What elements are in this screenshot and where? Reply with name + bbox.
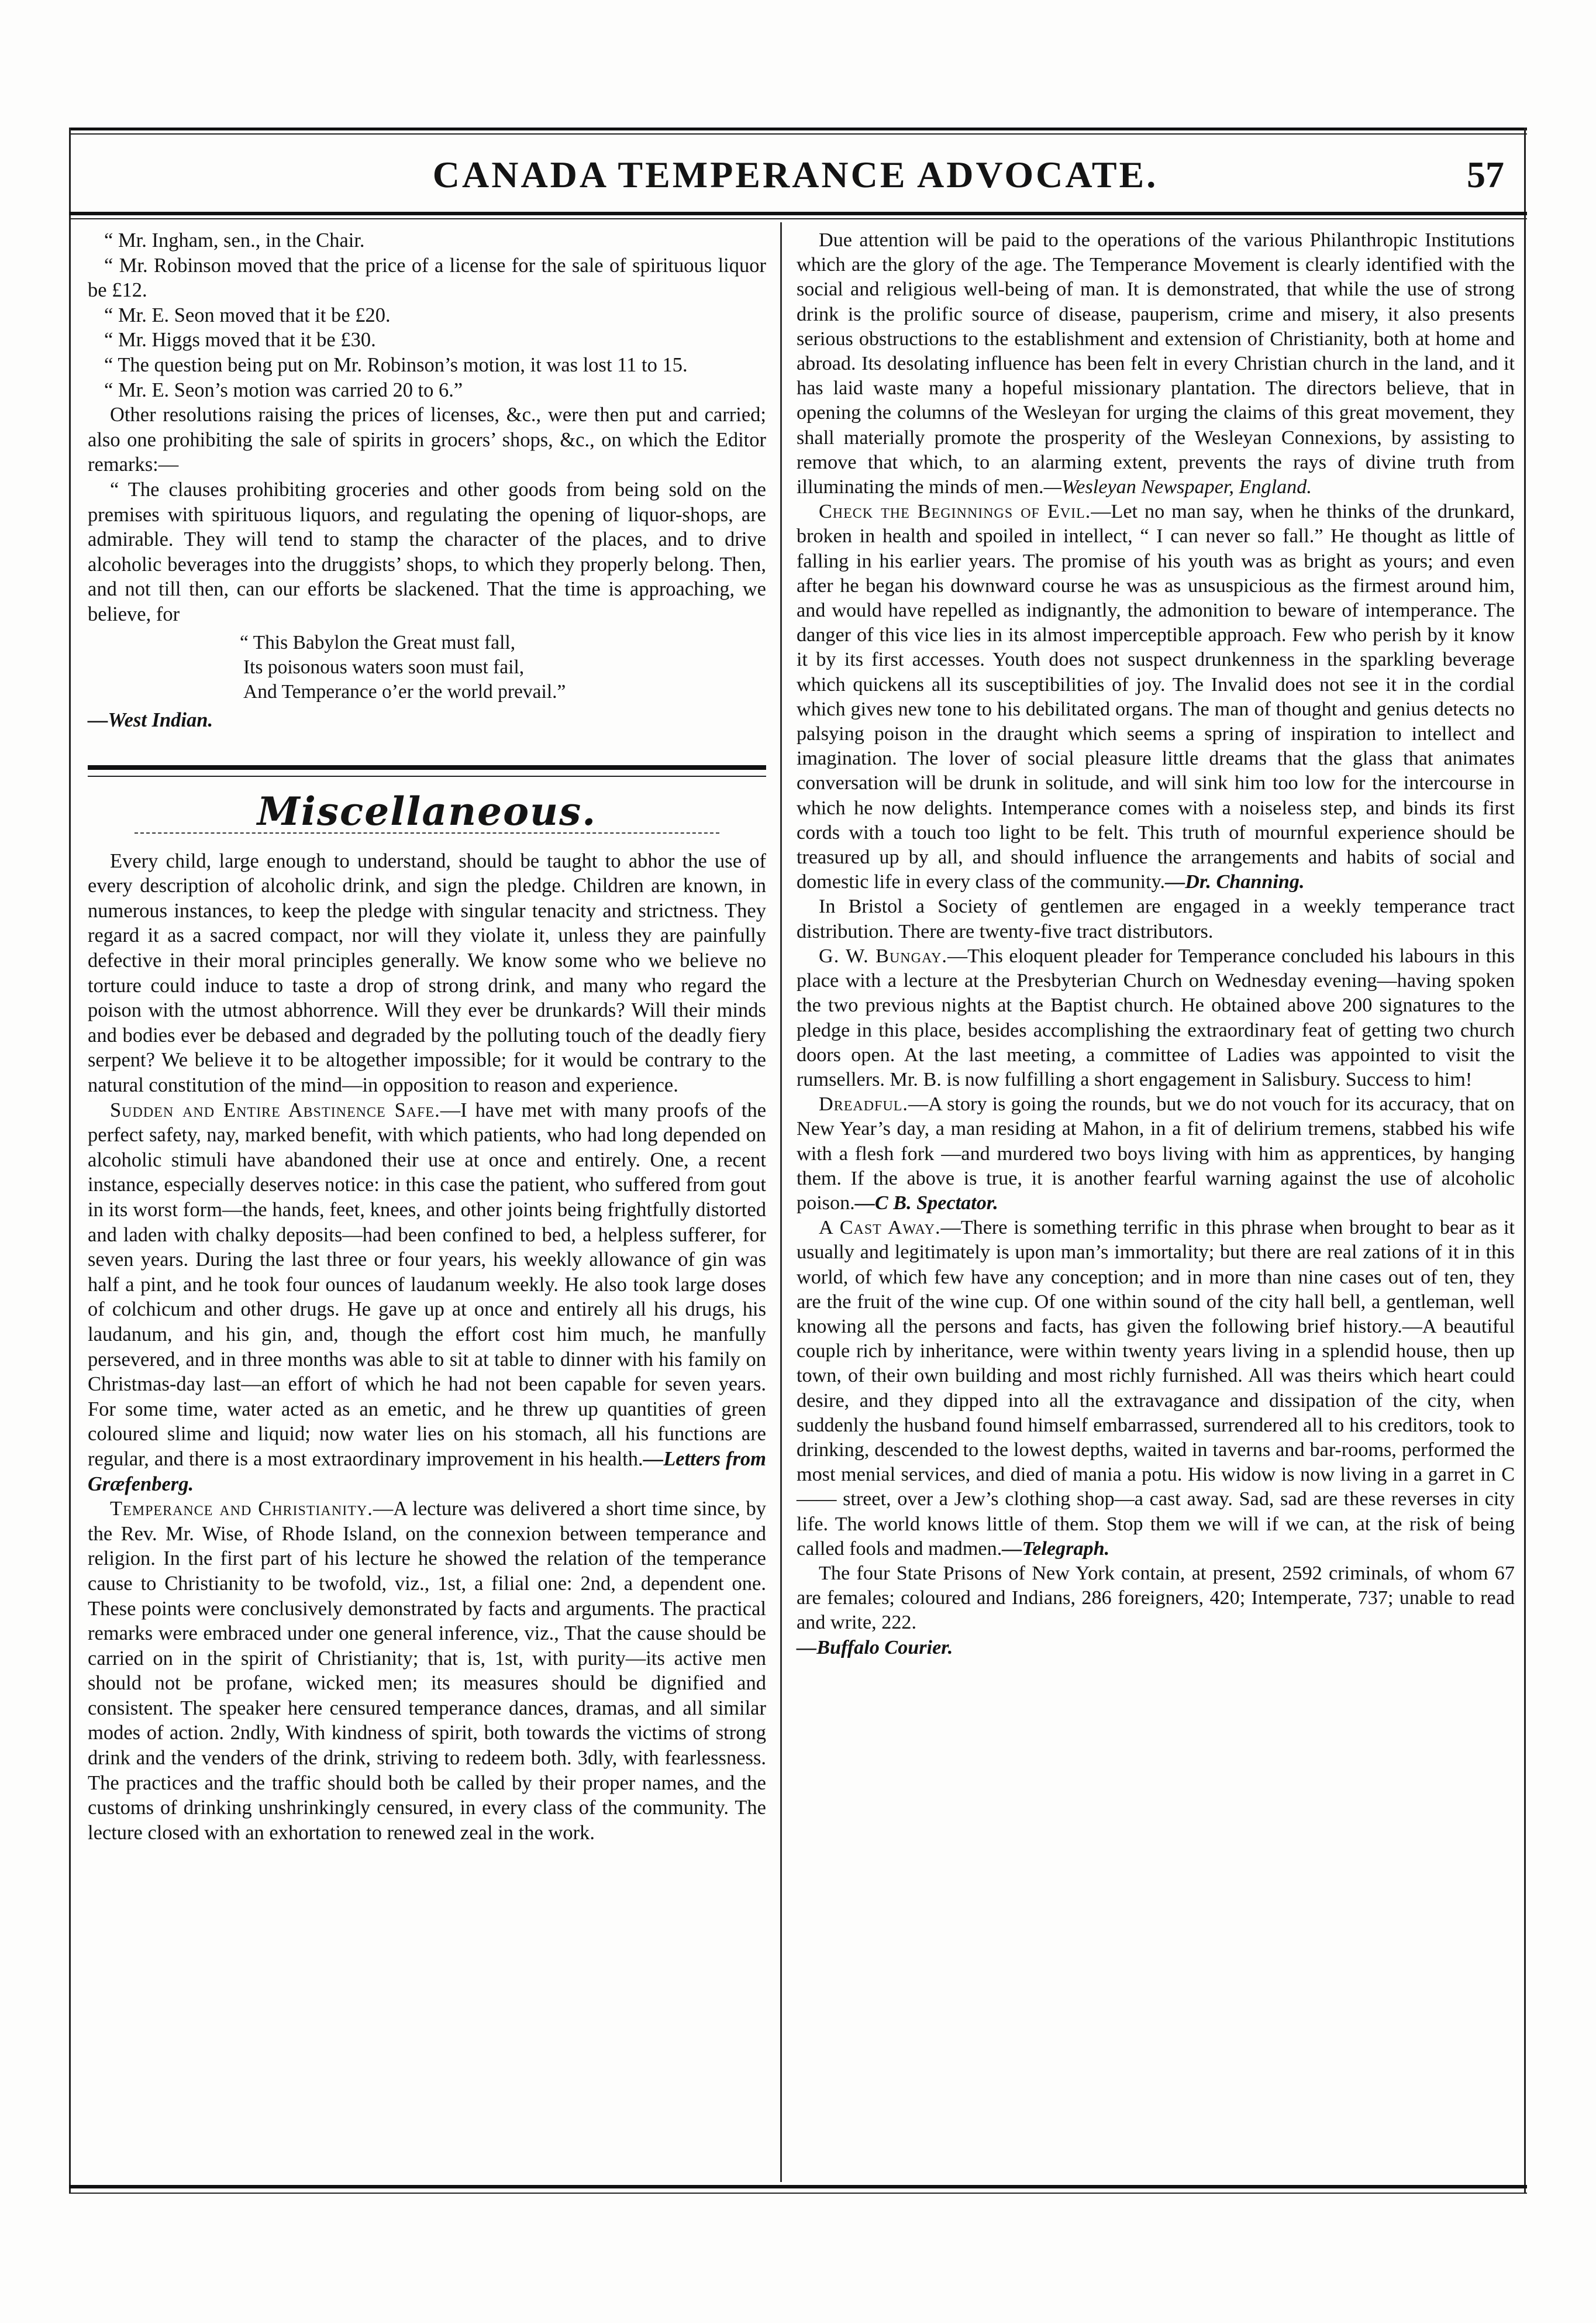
left-border-rule <box>69 128 71 2194</box>
header-rule-thin <box>69 218 1527 219</box>
left-column <box>88 228 766 1845</box>
bristol-paragraph: In Bristol a Society of gentlemen are engaged in a weekly temperance tract distribution. There are twenty-five tract distributors. <box>797 896 1515 942</box>
sudden-abstinence-paragraph <box>88 1098 766 1497</box>
article-heading: Temperance and Christianity. <box>110 1498 373 1520</box>
top-border-rule-thin <box>69 133 1527 135</box>
article-heading: Check the Beginnings of Evil. <box>819 501 1091 523</box>
meeting-line: “ Mr. Ingham, sen., in the Chair. <box>104 229 365 252</box>
every-child-paragraph: Every child, large enough to understand, should be taught to abhor the use of every description of alcoholic drink, and sign the pledge. Children are known, in numerous instances, to keep the pledge with singular tenacity and strictness. They regard it as a sacred compact, nor will they violate it, unless they are painfully defective in their moral principles generally. We know some who we believe no torture could induce to taste a drop of strong drink, and many who regard the poison with the utmost abhorrence. Will they ever be drunkards? Will their minds and bodies ever be debased and degraded by the polluting touch of the deadly fiery serpent? We believe it to be altogether impossible; for it would be contrary to the natural constitution of the mind—in opposition to reason and experience. <box>88 849 766 1097</box>
article-source: —Buffalo Courier. <box>797 1636 953 1658</box>
poem-line: Its poisonous waters soon must fail, <box>243 656 525 678</box>
meeting-line: “ Mr. Higgs moved that it be £30. <box>104 329 376 352</box>
header-rule <box>69 212 1527 215</box>
article-heading: G. W. Bungay. <box>819 945 947 967</box>
resolutions-paragraph: Other resolutions raising the prices of licenses, &c., were then put and carried; also one prohibiting the sale of spirits in grocers’ shops, &c., on which the Editor remarks:— <box>88 404 766 476</box>
right-border-rule <box>1524 128 1526 2194</box>
article-source: —Wesleyan Newspaper, England. <box>1043 476 1312 498</box>
page-number: 57 <box>1467 154 1504 195</box>
article-source: —C B. Spectator. <box>854 1192 998 1214</box>
section-title-miscellaneous: Miscellaneous. <box>257 789 597 835</box>
article-body: Due attention will be paid to the operations of the various Philanthropic Institutions which are the glory of the age. The Temperance Movement is clearly identified with the social and religious well-being of man. It is demonstrated, that while the use of strong drink is the prolific source of disease, pauperism, crime and misery, it also presents serious obstructions to the establishment and extension of Christianity, both at home and abroad. Its desolating influence has been felt in every Christian church in the land, and it has laid waste many a hopeful missionary plantation. The directors believe, that in opening the columns of the Wesleyan for urging the claims of this great movement, they shall materially promote the prosperity of the Wesleyan Connexions, by assisting to remove that which, to an alarming extent, prevents the rays of divine truth from illuminating the minds of men. <box>797 229 1515 498</box>
signature-west-indian: —West Indian. <box>88 708 213 731</box>
bungay-paragraph <box>797 944 1515 1092</box>
meeting-line: “ The question being put on Mr. Robinson’s motion, it was lost 11 to 15. <box>104 353 688 376</box>
article-body: —This eloquent pleader for Temperance concluded his labours in this place with a lecture at the Presbyterian Church on Wednesday evening—having spoken the two previous nights at the Baptist church. He obtained above 200 signatures to the pledge in this place, besides accomplishing the extraordinary feat of getting two church doors open. At the last meeting, a committee of Ladies was appointed to visit the rumsellers. Mr. B. is now fulfilling a short engagement in Salisbury. Success to him! <box>797 945 1515 1090</box>
poem-line: And Temperance o’er the world prevail.” <box>243 680 566 703</box>
article-heading: Sudden and Entire Abstinence Safe. <box>110 1099 440 1121</box>
article-source: —Letters from Græfenberg. <box>88 1447 766 1495</box>
column-divider <box>780 222 782 2182</box>
meeting-line: “ Mr. E. Seon’s motion was carried 20 to 6.” <box>104 378 463 401</box>
temperance-christianity-paragraph <box>88 1496 766 1845</box>
article-body: —A lecture was delivered a short time since, by the Rev. Mr. Wise, of Rhode Island, on the connexion between temperance and religion. In the first part of his lecture he showed the relation of the temperance cause to Christianity to be twofold, viz., 1st, a filial one: 2nd, a dependent one. These points were conclusively demonstrated by facts and arguments. The practical remarks were embraced under one general inference, viz., That the cause should be carried on in the spirit of Christianity; that is, 1st, with purity—its active men should not be profane, wicked men; its measures should be dignified and consistent. The speaker here censured temperance dances, dramas, and all similar modes of action. 2ndly, With kindness of spirit, both towards the victims of strong drink and the venders of the drink, striving to redeem both. 3dly, with fearlessness. The practices and the traffic should both be called by their proper names, and the customs of drinking unshrinkingly censured, in every class of the community. The lecture closed with an exhortation to renewed zeal in the work. <box>88 1498 766 1844</box>
article-heading: A Cast Away. <box>819 1217 941 1239</box>
article-body: —A story is going the rounds, but we do not vouch for its accuracy, that on New Year’s day, a man residing at Mahon, in a fit of delirium tremens, stabbed his wife with a flesh fork —and murdered two boys living with him as apprentices, by hanging them. If the above is true, it is another fearful warning against the use of alcoholic poison. <box>797 1093 1515 1214</box>
article-body: The four State Prisons of New York contain, at present, 2592 criminals, of whom 67 are females; coloured and Indians, 286 foreigners, 420; Intemperate, 737; unable to read and write, 222. <box>797 1562 1515 1634</box>
poem-line: “ This Babylon the Great must fall, <box>240 631 516 653</box>
cast-away-paragraph <box>797 1216 1515 1561</box>
meeting-line: “ Mr. E. Seon moved that it be £20. <box>104 304 391 326</box>
article-source: —Telegraph. <box>1002 1537 1110 1560</box>
article-heading: Dreadful. <box>819 1093 908 1116</box>
due-attention-paragraph <box>797 228 1515 500</box>
running-head <box>82 153 1509 206</box>
meeting-line: “ Mr. Robinson moved that the price of a license for the sale of spirituous liquor be £12. <box>88 254 766 302</box>
article-source: —Dr. Channing. <box>1165 871 1305 893</box>
section-separator <box>88 750 766 794</box>
top-border-rule <box>69 128 1527 130</box>
bottom-border-rule <box>69 2185 1527 2188</box>
dreadful-paragraph <box>797 1092 1515 1216</box>
article-body: —Let no man say, when he thinks of the drunkard, broken in health and spoiled in intellect, “ I can never so fall.” He thought as little of falling in his earlier years. The promise of his youth was as bright as yours; and even after he began his downward course he was as unsuspicious as the firmest around him, and would have repelled as indignantly, the admonition to beware of intemperance. The danger of this vice lies in its almost imperceptible approach. Few who perish by it know it by its first accesses. Youth does not suspect drunkenness in the sparkling beverage which quickens all its susceptibilities of joy. The Invalid does not see it in the cordial which gives new tone to his debilitated organs. The man of thought and genius detects no palsying poison in the draught which seems a spring of inspiration to intellect and imagination. The lover of social pleasure little dreams that the glass that animates conversation will be drunk in solitude, and will sink him too low for the intercourse in which he now delights. Intemperance comes with a noiseless step, and binds its first cords with a touch too light to be felt. This truth of mournful experience should be treasured up by all, and should influence the arrangements and habits of social and domestic life in every class of the community. <box>797 501 1515 893</box>
clauses-paragraph: “ The clauses prohibiting groceries and other goods from being sold on the premises with spirituous liquors, and regulating the opening of liquor-shops, are admirable. They will tend to stamp the character of the places, and to drive alcoholic beverages into the druggists’ shops, to which they properly belong. Then, and not till then, can our efforts be slackened. That the time is approaching, we believe, for <box>88 478 766 625</box>
poem-verse <box>240 631 766 704</box>
bottom-border-rule-thin <box>69 2193 1527 2194</box>
article-body: —I have met with many proofs of the perfect safety, nay, marked benefit, with which patients, who had long depended on alcoholic stimuli have abandoned their use at once and entirely. One, a recent instance, especially deserves notice: in this case the patient, who suffered from gout in its worst form—the hands, feet, knees, and other joints being frightfully distorted and laden with chalky deposits—had been confined to bed, a helpless sufferer, for seven years. During the last three or four years, his weekly allowance of gin was half a pint, and he took four ounces of laudanum weekly. He also took large doses of colchicum and other drugs. He gave up at once and entirely all his drugs, his laudanum, and his gin, and, though the effort cost him much, he manfully persevered, and in three months was able to sit at table to dinner with his family on Christmas-day last—an effort of which he had not been capable for seven years. For some time, water acted as an emetic, and he threw up quantities of green coloured slime and liquid; now water lies on his stomach, all his functions are regular, and there is a most extraordinary improvement in his health. <box>88 1099 767 1470</box>
check-beginnings-paragraph <box>797 500 1515 894</box>
masthead-title: CANADA TEMPERANCE ADVOCATE. <box>432 154 1159 195</box>
state-prisons-paragraph <box>797 1561 1515 1660</box>
article-body: —There is something terrific in this phrase when brought to bear as it usually and legitimately is upon man’s immortality; but there are real zations of it in this world, of which few have any conception; and in more than nine cases out of ten, they are the fruit of the wine cup. Of one within sound of the city hall bell, a gentleman, well knowing all the persons and facts, has given the following brief history.—A beautiful couple rich by inheritance, were within twenty years living in a splendid house, then up town, of their own building and most richly furnished. All was theirs which heart could desire, and they dipped into all the extravagance and dissipation of the city, when suddenly the husband found himself embarrassed, surrendered all to his creditors, took to drinking, descended to the lowest depths, waited in taverns and bar-rooms, performed the most menial services, and died of mania a potu. His widow is now living in a garret in C—— street, over a Jew’s clothing shop—a cast away. Sad, sad are these reverses in city life. The world knows little of them. Stop them we will if we can, at the risk of being called fools and madmen. <box>797 1217 1515 1560</box>
right-column <box>797 228 1515 1660</box>
